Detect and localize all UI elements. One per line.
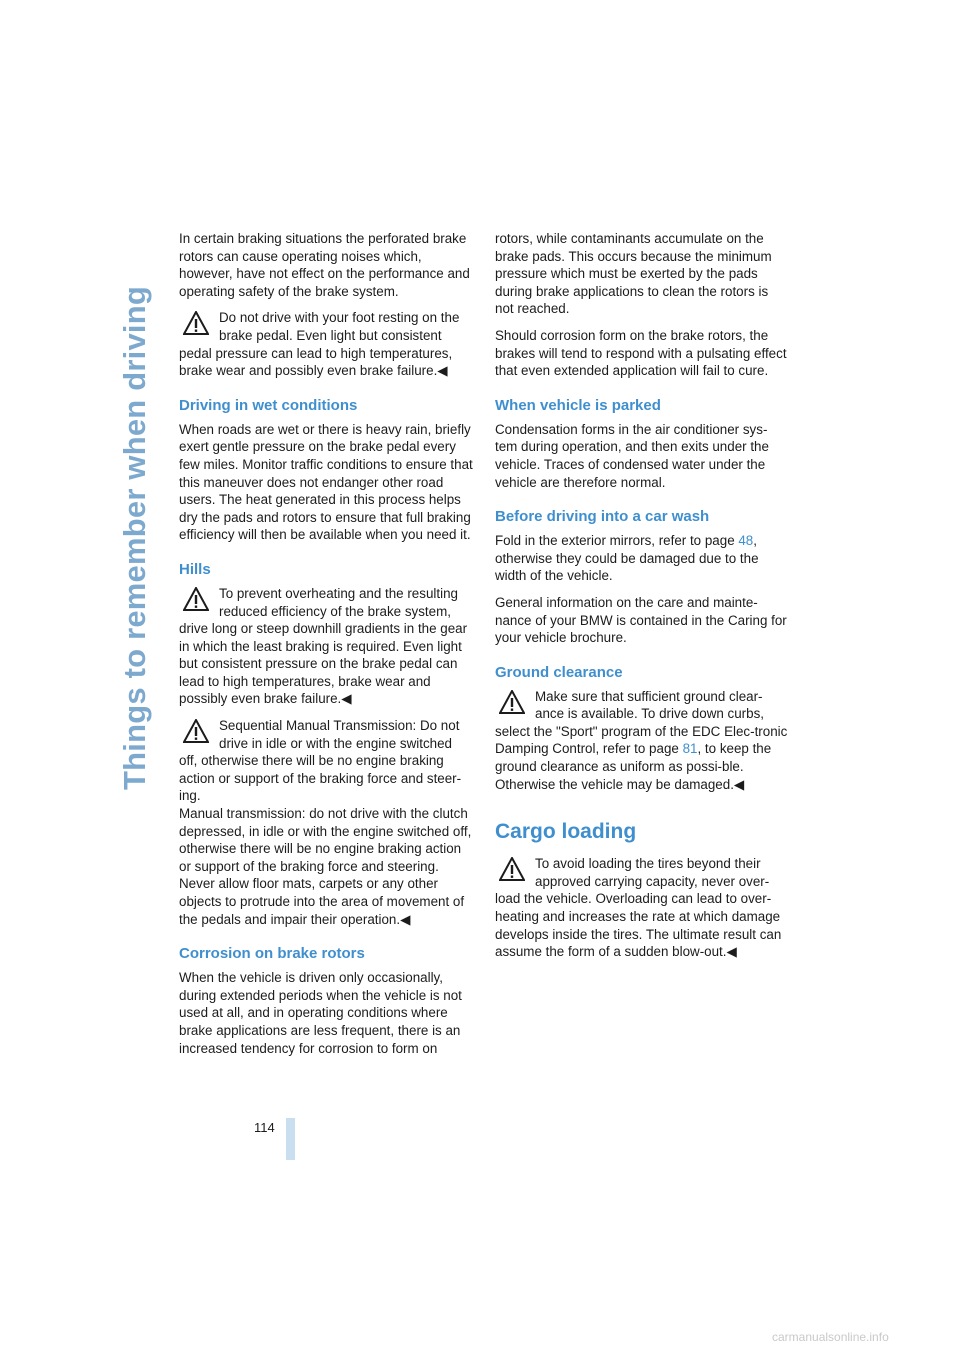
text-run: Fold in the exterior mirrors, refer to page xyxy=(495,533,739,549)
footer-watermark: carmanualsonline.info xyxy=(772,1330,889,1344)
paragraph: When roads are wet or there is heavy rain, briefly exert gentle pressure on the brake pedal every few miles. Monitor traffic conditions to ensure that this maneuver does not endanger other road users. The heat generated in this process helps dry the pads and rotors to ensure that full braking efficiency will then be available when you need it. xyxy=(179,421,473,543)
page-link-48[interactable]: 48 xyxy=(738,533,754,549)
chapter-side-title xyxy=(117,230,157,790)
warning-triangle-icon xyxy=(183,719,209,743)
section-heading: Hills xyxy=(179,560,211,578)
paragraph: Manual transmission: do not drive with the clutch depressed, in idle or with the engine switched off, otherwise there will be no engine braking action or support of the braking force and steering. xyxy=(179,806,472,874)
warning-triangle-icon xyxy=(183,311,209,335)
warning-block xyxy=(179,309,473,379)
warning-triangle-icon xyxy=(183,587,209,611)
right-column xyxy=(495,230,789,970)
text-run: , to keep the ground clearance as uniform as possi-ble. Otherwise the vehicle may be damaged.◀ xyxy=(495,741,772,792)
paragraph: General information on the care and mainte-nance of your BMW is contained in the Caring for your vehicle brochure. xyxy=(495,594,787,646)
paragraph: Condensation forms in the air conditioner sys-tem during operation, and then exits under the vehicle. Traces of condensed water under the vehicle are therefore normal. xyxy=(495,421,769,490)
text-run: Make sure that sufficient ground clear-ance is available. To drive down curbs, select the "Sport" program of the EDC Elec-tronic Damping Control, refer to page xyxy=(495,688,788,757)
warning-block xyxy=(179,717,473,805)
section-heading: Ground clearance xyxy=(495,663,623,681)
page-number: 114 xyxy=(254,1120,275,1135)
page-link-81[interactable]: 81 xyxy=(682,741,698,757)
chapter-heading: Cargo loading xyxy=(495,820,637,844)
warning-text: Do not drive with your foot resting on the brake pedal. Even light but consistent pedal pressure can lead to high temperatures, brake wear and possibly even brake failure.◀ xyxy=(179,310,460,379)
paragraph: Should corrosion form on the brake rotors, the brakes will tend to respond with a pulsating effect that even extended application will fail to cure. xyxy=(495,327,787,379)
warning-triangle-icon xyxy=(499,857,525,881)
page-number-bar xyxy=(286,1118,295,1160)
section-heading: Driving in wet conditions xyxy=(179,396,358,414)
warning-triangle-icon xyxy=(499,690,525,714)
warning-text: Sequential Manual Transmission: Do not drive in idle or with the engine switched off, otherwise there will be no engine braking action or support of the braking force and steer-ing. xyxy=(179,718,462,804)
section-heading: When vehicle is parked xyxy=(495,396,661,414)
paragraph: When the vehicle is driven only occasionally, during extended periods when the vehicle is not used at all, and in operating conditions where brake applications are less frequent, there is an increased tendency for corrosion to form on xyxy=(179,970,462,1056)
warning-text: To avoid loading the tires beyond their approved carrying capacity, never over-load the vehicle. Overloading can lead to over-heating and increases the rate at which damage develops inside the tires. The ultimate result can assume the form of a sudden blow-out.◀ xyxy=(495,856,782,960)
paragraph: rotors, while contaminants accumulate on the brake pads. This occurs because the minimum pressure which must be exerted by the pads during brake applications to clean the rotors is not reached. xyxy=(495,231,772,317)
chapter-side-title-text: Things to remember when driving xyxy=(117,286,152,790)
paragraph xyxy=(495,532,789,585)
left-column xyxy=(179,230,473,1066)
warning-block xyxy=(495,688,789,794)
section-heading: Corrosion on brake rotors xyxy=(179,945,365,963)
warning-text: To prevent overheating and the resulting reduced efficiency of the brake system, drive long or steep downhill gradients in the gear in which the least braking is required. Even light but consistent pressure on the brake pedal can lead to high temperatures, brake wear and possibly even brake failure.◀ xyxy=(179,585,468,707)
warning-text xyxy=(495,689,787,792)
text-run: , otherwise they could be damaged due to the width of the vehicle. xyxy=(495,533,759,584)
warning-block xyxy=(179,585,473,708)
intro-paragraph: In certain braking situations the perforated brake rotors can cause operating noises which, however, have not effect on the performance and operating safety of the brake system. xyxy=(179,231,470,299)
warning-block xyxy=(495,855,789,961)
paragraph: Never allow floor mats, carpets or any other objects to protrude into the area of movement of the pedals and impair their operation.◀ xyxy=(179,876,465,927)
section-heading: Before driving into a car wash xyxy=(495,508,710,526)
